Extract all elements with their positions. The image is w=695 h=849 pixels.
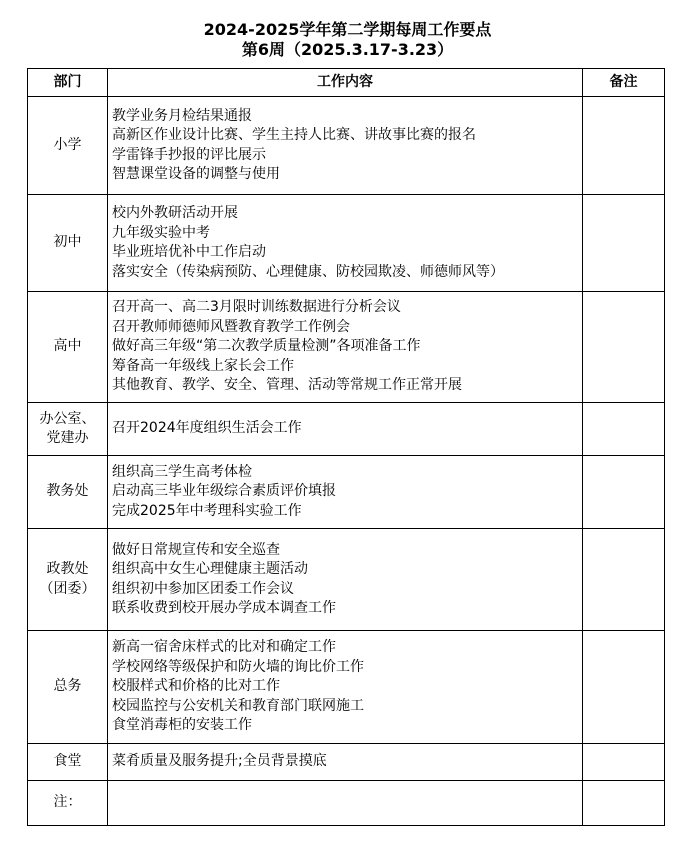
department-name: 食堂 xyxy=(53,753,82,770)
work-item: 启动高三毕业年级综合素质评价填报 xyxy=(112,483,336,500)
work-content-cell xyxy=(108,631,583,744)
work-item: 做好高三年级“第二次教学质量检测”各项准备工作 xyxy=(112,338,421,355)
department-cell xyxy=(28,529,108,631)
table-row xyxy=(28,97,665,195)
work-content-cell xyxy=(108,292,583,403)
department-cell xyxy=(28,97,108,195)
remarks-cell xyxy=(583,292,665,403)
work-item: 毕业班培优补中工作启动 xyxy=(112,244,266,260)
table-row xyxy=(28,744,665,781)
work-item: 召开教师师德师风暨教育教学工作例会 xyxy=(112,318,350,335)
remarks-cell xyxy=(583,97,665,195)
department-name: （团委） xyxy=(39,580,96,597)
work-item: 食堂消毒柜的安装工作 xyxy=(112,717,252,734)
remarks-cell xyxy=(583,456,665,529)
table-row xyxy=(28,292,665,403)
header-department: 部门 xyxy=(28,69,108,97)
work-item: 组织高中女生心理健康主题活动 xyxy=(112,561,308,577)
table-row xyxy=(28,456,665,529)
work-content-cell xyxy=(108,744,583,781)
weekly-work-table xyxy=(27,68,665,826)
header-content: 工作内容 xyxy=(108,69,583,97)
department-name: 小学 xyxy=(53,136,82,153)
department-cell xyxy=(28,403,108,456)
table-header-row xyxy=(28,69,665,97)
work-content-cell xyxy=(108,403,583,456)
table-row xyxy=(28,631,665,744)
remarks-cell xyxy=(583,403,665,456)
department-cell xyxy=(28,456,108,529)
department-cell xyxy=(28,744,108,781)
table-row xyxy=(28,195,665,292)
remarks-cell xyxy=(583,529,665,631)
work-item: 其他教育、教学、安全、管理、活动等常规工作正常开展 xyxy=(112,377,462,394)
work-item: 召开2024年度组织生活会工作 xyxy=(112,420,302,437)
department-name: 总务 xyxy=(53,678,82,695)
work-item: 联系收费到校开展办学成本调查工作 xyxy=(112,600,336,616)
department-name: 办公室、 xyxy=(39,410,96,427)
work-item: 校服样式和价格的比对工作 xyxy=(112,678,280,695)
work-item: 完成2025年中考理科实验工作 xyxy=(112,502,302,519)
note-label: 注： xyxy=(28,781,108,826)
work-item: 校内外教研活动开展 xyxy=(112,205,238,221)
work-content-cell xyxy=(108,97,583,195)
remarks-cell xyxy=(583,195,665,292)
department-cell xyxy=(28,195,108,292)
work-item: 九年级实验中考 xyxy=(112,224,210,241)
note-remarks-cell xyxy=(583,781,665,826)
work-item: 做好日常规宣传和安全巡查 xyxy=(112,541,280,558)
department-name: 高中 xyxy=(53,338,82,355)
department-name: 教务处 xyxy=(46,483,89,500)
note-row xyxy=(28,781,665,826)
work-item: 筹备高一年级线上家长会工作 xyxy=(112,357,294,374)
department-cell xyxy=(28,292,108,403)
work-item: 高新区作业设计比赛、学生主持人比赛、讲故事比赛的报名 xyxy=(112,127,476,143)
work-content-cell xyxy=(108,456,583,529)
work-item: 组织高三学生高考体检 xyxy=(112,463,252,480)
work-content-cell xyxy=(108,529,583,631)
work-item: 智慧课堂设备的调整与使用 xyxy=(112,166,280,182)
department-name: 政教处 xyxy=(46,561,89,577)
work-item: 组织初中参加区团委工作会议 xyxy=(112,580,294,597)
work-item: 教学业务月检结果通报 xyxy=(112,107,252,124)
work-content-cell xyxy=(108,195,583,292)
week-subtitle: 第6周（2025.3.17-3.23） xyxy=(241,40,454,59)
note-content-cell xyxy=(108,781,583,826)
work-item: 落实安全（传染病预防、心理健康、防校园欺凌、师德师风等） xyxy=(112,263,504,280)
work-item: 学雷锋手抄报的评比展示 xyxy=(112,146,266,163)
department-name: 党建办 xyxy=(46,430,89,446)
department-name: 初中 xyxy=(53,234,82,251)
work-item: 校园监控与公安机关和教育部门联网施工 xyxy=(112,697,364,714)
department-cell xyxy=(28,631,108,744)
remarks-cell xyxy=(583,744,665,781)
work-item: 新高一宿舍床样式的比对和确定工作 xyxy=(112,639,336,656)
remarks-cell xyxy=(583,631,665,744)
work-item: 菜肴质量及服务提升;全员背景摸底 xyxy=(112,753,327,770)
table-row xyxy=(28,403,665,456)
header-remarks: 备注 xyxy=(583,69,665,97)
table-row xyxy=(28,529,665,631)
work-item: 学校网络等级保护和防火墙的询比价工作 xyxy=(112,658,364,675)
document-title: 2024-2025学年第二学期每周工作要点 xyxy=(203,20,492,39)
work-item: 召开高一、高二3月限时训练数据进行分析会议 xyxy=(112,299,401,316)
